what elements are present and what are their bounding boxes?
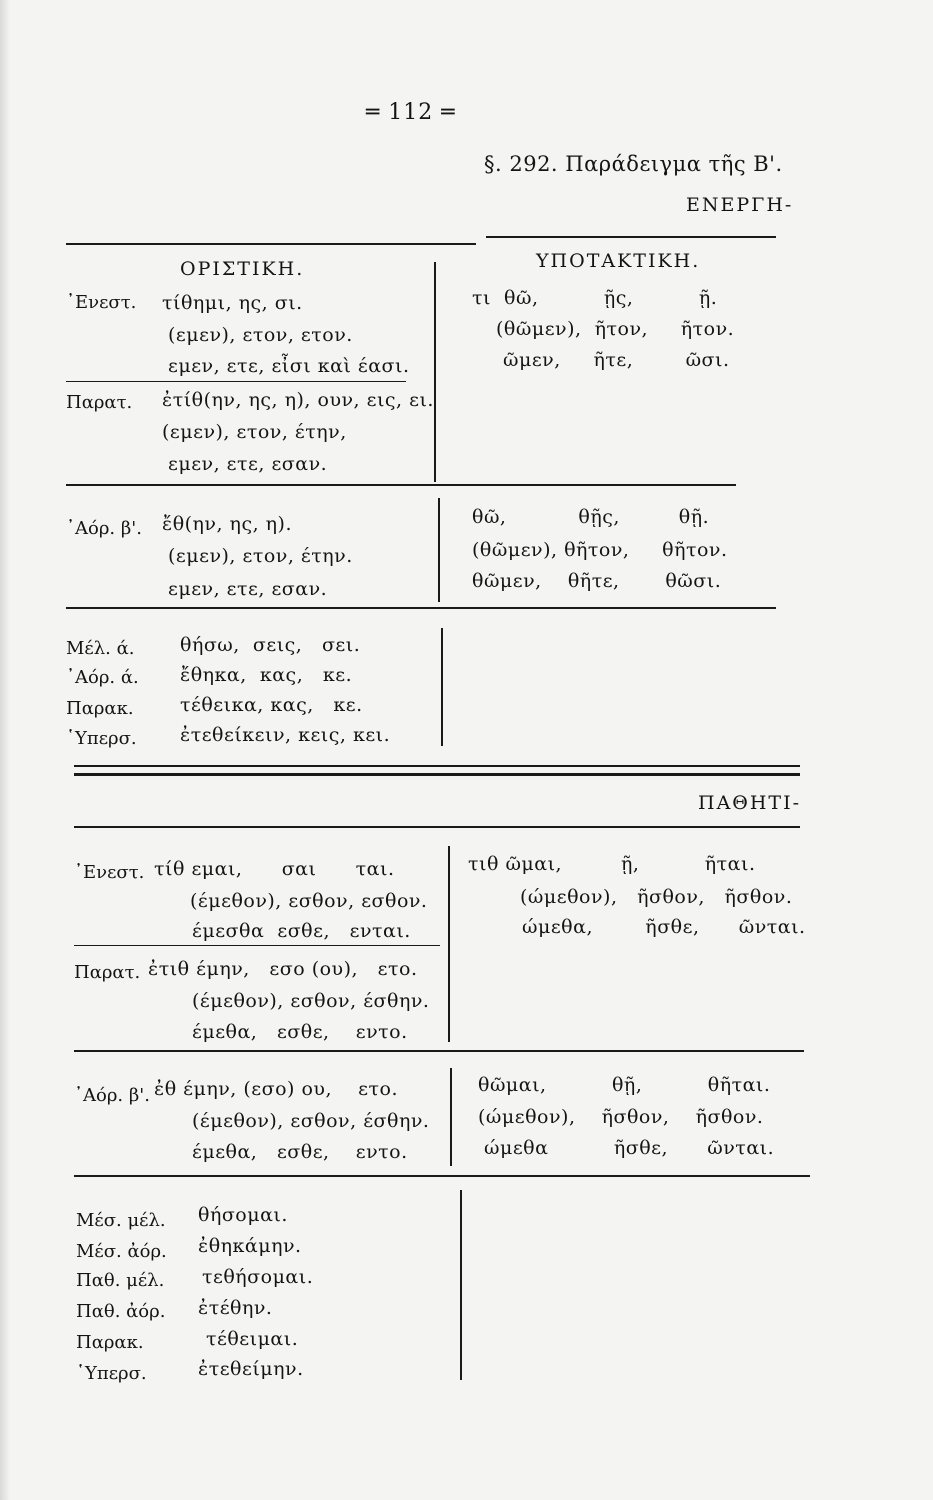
active-perfect-label: Παρακ.: [66, 698, 134, 719]
active-imperfect-ind-1: ἐτίθ(ην, ης, η), ουν, εις, ει.: [162, 389, 434, 411]
rule-double-1: [74, 765, 800, 767]
passive-aorist2-sub-3: ώμεθα ῆσθε, ῶνται.: [484, 1137, 775, 1159]
middle-future-form: θήσομαι.: [198, 1204, 288, 1226]
voice-active-heading: ΕΝΕΡΓΗ-: [686, 194, 794, 216]
passive-pluperfect-label: ῾Υπερσ.: [76, 1363, 147, 1384]
active-future-form: θήσω, σεις, σει.: [180, 634, 361, 656]
active-present-sub-2: (θῶμεν), ῆτον, ῆτον.: [496, 318, 735, 340]
rule-active-others-top: [66, 607, 776, 609]
active-aorist2-sub-3: θῶμεν, θῆτε, θῶσι.: [472, 570, 722, 592]
passive-aorist2-sub-2: (ώμεθον), ῆσθον, ῆσθον.: [478, 1106, 764, 1128]
divider-passive-others: [460, 1190, 462, 1380]
active-pluperfect-form: ἐτεθείκειν, κεις, κει.: [180, 724, 391, 746]
middle-future-label: Μέσ. μέλ.: [76, 1210, 166, 1231]
rule-passive-aorist-top: [74, 1050, 804, 1052]
passive-present-ind-3: έμεσθα εσθε, ενται.: [192, 920, 411, 942]
divider-passive-aorist: [450, 1068, 452, 1166]
voice-passive-heading: ΠΑΘΗΤΙ-: [698, 792, 802, 814]
rule-passive-others-top: [74, 1175, 810, 1177]
passive-present-sub-2: (ώμεθον), ῆσθον, ῆσθον.: [520, 886, 793, 908]
indicative-heading: ΟΡΙΣΤΙΚΗ.: [180, 258, 305, 280]
active-imperfect-label: Παρατ.: [66, 392, 133, 413]
subjunctive-heading: ΥΠΟΤΑΚΤΙΚΗ.: [536, 250, 701, 272]
rule-top-right: [486, 236, 776, 238]
passive-imperfect-ind-3: έμεθα, εσθε, εντο.: [192, 1021, 408, 1043]
divider-active-present: [434, 262, 436, 482]
passive-aorist2-sub-1: θῶμαι, θῇ, θῆται.: [478, 1074, 771, 1096]
passive-present-ind-1: τίθ εμαι, σαι ται.: [154, 858, 395, 880]
section-title: §. 292. Παράδειγμα τῆς Β'.: [484, 152, 783, 176]
passive-present-label: ᾿Ενεστ.: [74, 862, 145, 883]
active-aorist1-form: ἔθηκα, κας, κε.: [180, 664, 353, 686]
active-present-ind-2: (εμεν), ετον, ετον.: [168, 324, 353, 346]
passive-present-sub-3: ώμεθα, ῆσθε, ῶνται.: [522, 916, 806, 938]
rule-passive-top: [74, 826, 800, 828]
active-aorist2-label: ᾿Αόρ. β'.: [66, 518, 142, 539]
active-present-ind-1: τίθημι, ης, σι.: [162, 292, 303, 314]
passive-perfect-form: τέθειμαι.: [206, 1328, 299, 1350]
active-present-sub-1: τι θῶ, ῇς, ῇ.: [472, 287, 718, 309]
rule-passive-present-sep: [74, 945, 440, 946]
middle-aorist-form: ἐθηκάμην.: [198, 1235, 302, 1257]
divider-passive-present: [448, 846, 450, 1042]
passive-aorist-label: Παθ. ἀόρ.: [76, 1301, 166, 1322]
page-number: ═ 112 ═: [366, 100, 456, 125]
active-present-ind-3: εμεν, ετε, εἶσι καὶ έασι.: [168, 355, 410, 377]
rule-active-aorist-top: [66, 484, 736, 486]
passive-future-label: Παθ. μέλ.: [76, 1270, 165, 1291]
divider-active-aorist: [438, 498, 440, 602]
active-pluperfect-label: ῾Υπερσ.: [66, 728, 137, 749]
active-aorist2-ind-3: εμεν, ετε, εσαν.: [168, 578, 328, 600]
passive-present-sub-1: τιθ ῶμαι, ῇ, ῆται.: [468, 853, 756, 875]
passive-aorist-form: ἐτέθην.: [198, 1297, 273, 1319]
passive-imperfect-ind-2: (έμεθον), εσθον, έσθην.: [192, 990, 430, 1012]
middle-aorist-label: Μέσ. ἀόρ.: [76, 1241, 167, 1262]
active-perfect-form: τέθεικα, κας, κε.: [180, 694, 363, 716]
active-present-label: ᾿Ενεστ.: [66, 292, 137, 313]
active-imperfect-ind-3: εμεν, ετε, εσαν.: [168, 453, 328, 475]
page-edge-shadow: [0, 0, 10, 1500]
rule-double-2: [74, 773, 800, 776]
passive-perfect-label: Παρακ.: [76, 1332, 144, 1353]
passive-aorist2-label: ᾿Αόρ. β'.: [74, 1085, 150, 1106]
passive-present-ind-2: (έμεθον), εσθον, εσθον.: [190, 890, 428, 912]
passive-aorist2-ind-1: ἐθ έμην, (εσο) ου, ετο.: [154, 1078, 399, 1100]
active-aorist2-sub-2: (θῶμεν), θῆτον, θῆτον.: [472, 539, 728, 561]
active-imperfect-ind-2: (εμεν), ετον, έτην,: [162, 421, 347, 443]
active-aorist2-ind-1: ἔθ(ην, ης, η).: [162, 513, 292, 535]
passive-aorist2-ind-2: (έμεθον), εσθον, έσθην.: [192, 1110, 430, 1132]
passive-pluperfect-form: ἐτεθείμην.: [198, 1358, 304, 1380]
active-present-sub-3: ῶμεν, ῆτε, ῶσι.: [503, 349, 730, 371]
rule-present-sep: [66, 381, 406, 382]
active-aorist2-ind-2: (εμεν), ετον, έτην.: [168, 545, 353, 567]
divider-active-others: [441, 628, 443, 746]
active-future-label: Μέλ. ά.: [66, 638, 135, 659]
rule-top-left: [66, 243, 476, 245]
active-aorist1-label: ᾿Αόρ. ά.: [66, 667, 139, 688]
passive-aorist2-ind-3: έμεθα, εσθε, εντο.: [192, 1141, 408, 1163]
passive-imperfect-ind-1: ἐτιθ έμην, εσο (ου), ετο.: [148, 958, 418, 980]
active-aorist2-sub-1: θῶ, θῇς, θῇ.: [472, 506, 710, 528]
passive-imperfect-label: Παρατ.: [74, 962, 141, 983]
passive-future-form: τεθήσομαι.: [202, 1266, 314, 1288]
